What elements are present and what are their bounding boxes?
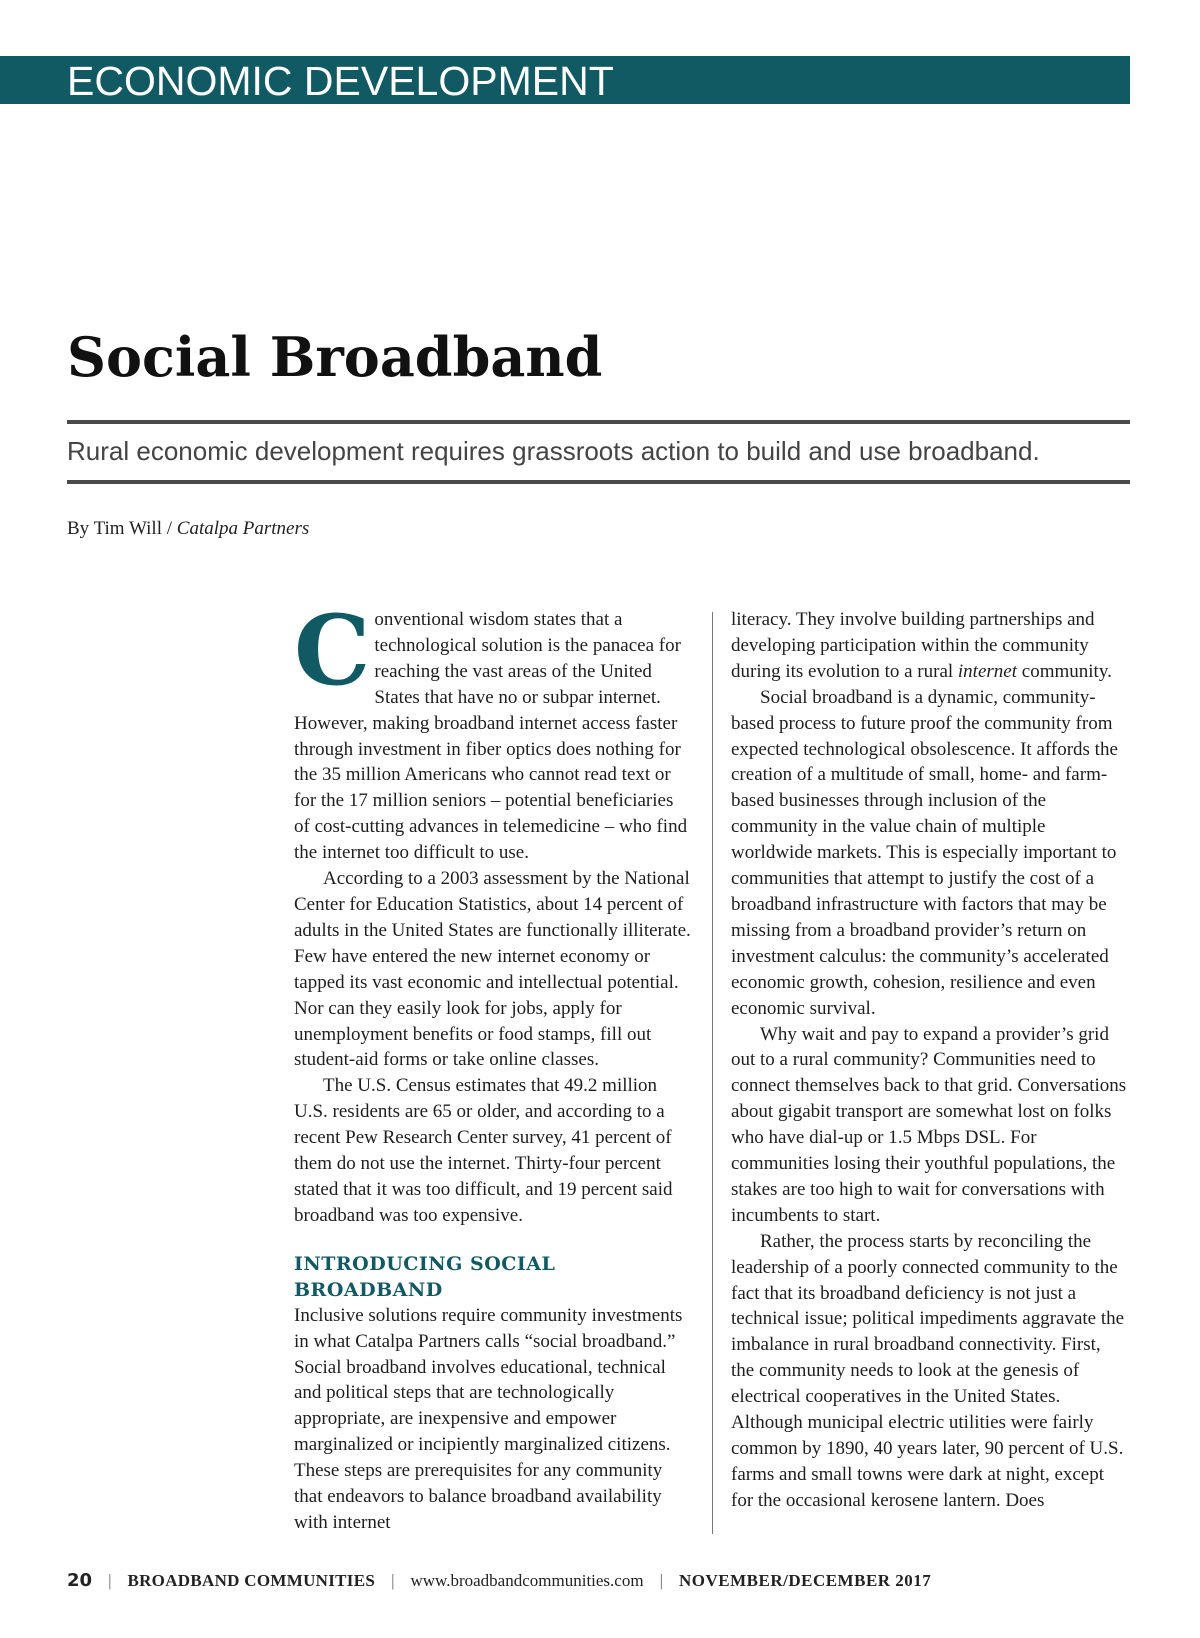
article-subtitle: Rural economic development requires grassroots action to build and use broadband. [67, 436, 1040, 466]
paragraph-3: The U.S. Census estimates that 49.2 million U.S. residents are 65 or older, and according to a recent Pew Research Center survey, 41 percent of them do not use the internet. Thirty-four percent stated that it was too difficult, and 19 percent said broadband was too expensive. [294, 1075, 673, 1226]
footer-separator: | [108, 1571, 112, 1590]
paragraph-6: Why wait and pay to expand a provider’s grid out to a rural community? Communities need to connect themselves back to that grid. Conversations about gigabit transport are somewhat lost on folks who have dial-up or 1.5 Mbps DSL. For communities losing their youthful populations, the stakes are too high to wait for conversations with incumbents to start. [731, 1023, 1127, 1226]
paragraph-5: Social broadband is a dynamic, community-based process to future proof the community from expected technological obsolescence. It affords the creation of a multitude of small, home- and farm-based businesses through inclusion of the community in the value chain of multiple worldwide markets. This is especially important to communities that attempt to justify the cost of a broadband infrastructure with factors that may be missing from a broadband provider’s return on investment calculus: the community’s accelerated economic growth, cohesion, resilience and even economic survival. [731, 686, 1118, 1019]
paragraph-1-text: onventional wisdom states that a technological solution is the panacea for reaching the vast areas of the United States that have no or subpar internet. However, making broadband internet access faster through investment in fiber optics does nothing for the 35 million Americans who cannot read text or for the 17 million seniors – potential beneficiaries of cost-cutting advances in telemedicine – who find the internet too difficult to use. [294, 609, 688, 864]
section-subhead: INTRODUCING SOCIAL BROADBAND [294, 1252, 556, 1301]
byline-author: By Tim Will / [67, 518, 177, 539]
section-banner [0, 56, 1130, 104]
column-divider [712, 612, 713, 1534]
subtitle-bottom-rule [67, 480, 1130, 484]
paragraph-4-continued-end: community. [1017, 660, 1112, 682]
body-column-left [294, 607, 691, 1537]
magazine-url[interactable]: www.broadbandcommunities.com [410, 1571, 644, 1590]
subtitle-top-rule [67, 420, 1130, 424]
emphasis-internet: internet [957, 660, 1018, 682]
paragraph-2: According to a 2003 assessment by the National Center for Education Statistics, about 14 percent of adults in the United States are functionally illiterate. Few have entered the new internet economy or tapped its vast economic and intellectual potential. Nor can they easily look for jobs, apply for unemployment benefits or food stamps, fill out student-aid forms or take online classes. [294, 868, 691, 1071]
drop-cap: C [294, 607, 371, 707]
footer-separator: | [391, 1571, 395, 1590]
byline [67, 518, 309, 540]
paragraph-1 [294, 607, 691, 866]
body-column-right [731, 607, 1128, 1537]
section-label: ECONOMIC DEVELOPMENT [67, 58, 614, 104]
paragraph-4: Inclusive solutions require community investments in what Catalpa Partners calls “social broadband.” Social broadband involves educational, technical and political steps that are technologically appropriate, are inexpensive and empower marginalized or incipiently marginalized citizens. These steps are prerequisites for any community that endeavors to balance broadband availability with internet [294, 1304, 683, 1533]
paragraph-4-continued-text: literacy. They involve building partnerships and developing participation within the community during its evolution to a rural [731, 609, 1095, 682]
paragraph-7: Rather, the process starts by reconciling the leadership of a poorly connected community to the fact that its broadband deficiency is not just a technical issue; political impediments aggravate the imbalance in rural broadband connectivity. First, the community needs to look at the genesis of electrical cooperatives in the United States. Although municipal electric utilities were fairly common by 1890, 40 years later, 90 percent of U.S. farms and small towns were dark at night, except for the occasional kerosene lantern. Does [731, 1230, 1125, 1511]
page-number: 20 [67, 1570, 93, 1591]
paragraph-4-continued [731, 607, 1128, 685]
page-footer [67, 1570, 1130, 1600]
byline-organization: Catalpa Partners [176, 518, 310, 539]
issue-date: NOVEMBER/DECEMBER 2017 [678, 1571, 932, 1590]
article-title: Social Broadband [67, 325, 603, 389]
footer-separator: | [659, 1571, 663, 1590]
magazine-name: BROADBAND COMMUNITIES [127, 1571, 376, 1590]
